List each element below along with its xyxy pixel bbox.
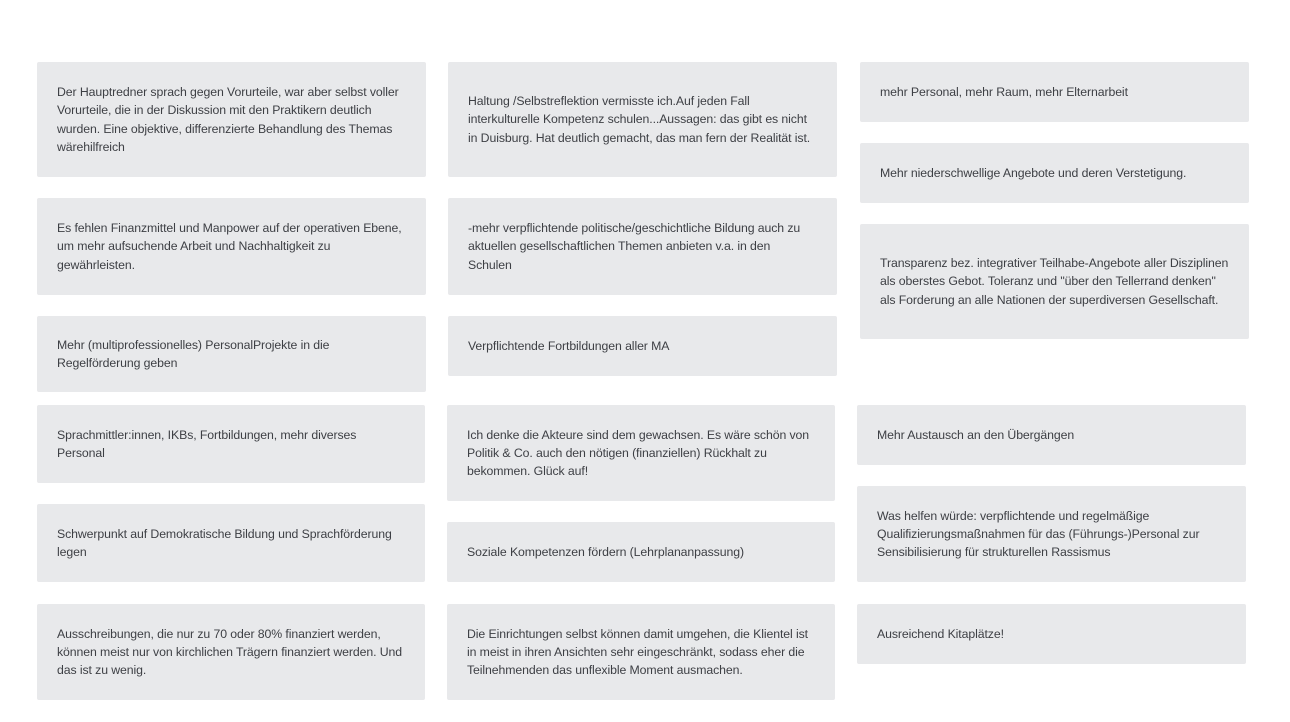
note-card[interactable] — [857, 486, 1246, 582]
note-text: Es fehlen Finanzmittel und Manpower auf der operativen Ebene, um mehr aufsuchende Arbeit und Nachhaltigkeit zu gewährleisten. — [57, 221, 402, 272]
note-text: Ich denke die Akteure sind dem gewachsen. Es wäre schön von Politik & Co. auch den nötigen (finanziellen) Rückhalt zu bekommen. Glück auf! — [467, 427, 810, 479]
note-text: mehr Personal, mehr Raum, mehr Elternarbeit — [880, 84, 1128, 99]
note-text: Der Hauptredner sprach gegen Vorurteile, war aber selbst voller Vorurteile, die in der Diskussion mit den Praktikern deutlich wurden. Eine objektive, differenzierte Behandlung des Themas wärehilfreich — [57, 84, 399, 154]
note-card[interactable] — [860, 62, 1249, 122]
note-text: Ausschreibungen, die nur zu 70 oder 80% finanziert werden, können meist nur von kirchlichen Trägern finanziert werden. Und das ist zu wenig. — [57, 626, 403, 678]
note-card[interactable] — [37, 316, 426, 392]
note-card[interactable] — [860, 224, 1249, 339]
note-card[interactable] — [37, 504, 425, 582]
note-card[interactable] — [447, 522, 835, 582]
note-text: Die Einrichtungen selbst können damit umgehen, die Klientel ist in meist in ihren Ansichten sehr eingeschränkt, sodass eher die Teilnehmenden das unflexible Moment ausmachen. — [467, 626, 808, 678]
note-text: Schwerpunkt auf Demokratische Bildung und Sprachförderung legen — [57, 526, 392, 559]
note-card[interactable] — [860, 143, 1249, 203]
note-text: Soziale Kompetenzen fördern (Lehrplananpassung) — [467, 544, 744, 559]
note-text: Sprachmittler:innen, IKBs, Fortbildungen, mehr diverses Personal — [57, 427, 357, 460]
note-card[interactable] — [37, 198, 426, 295]
note-text: Was helfen würde: verpflichtende und regelmäßige Qualifizierungsmaßnahmen für das (Führungs-)Personal zur Sensibilisierung für strukturellen Rassismus — [877, 508, 1200, 560]
note-text: Mehr niederschwellige Angebote und deren Verstetigung. — [880, 165, 1187, 180]
note-text: Verpflichtende Fortbildungen aller MA — [468, 338, 670, 353]
note-text: -mehr verpflichtende politische/geschichtliche Bildung auch zu aktuellen gesellschaftlichen Themen anbieten v.a. in den Schulen — [468, 221, 801, 272]
note-text: Mehr (multiprofessionelles) PersonalProjekte in die Regelförderung geben — [57, 337, 330, 370]
note-card[interactable] — [448, 198, 837, 295]
note-text: Mehr Austausch an den Übergängen — [877, 427, 1075, 442]
note-card[interactable] — [37, 405, 425, 483]
note-card[interactable] — [447, 405, 835, 501]
note-text: Transparenz bez. integrativer Teilhabe-Angebote aller Disziplinen als oberstes Gebot. Toleranz und "über den Tellerrand denken" als Forderung an alle Nationen der superdiversen Gesellschaft. — [880, 256, 1229, 307]
note-card[interactable] — [448, 316, 837, 376]
note-card[interactable] — [857, 604, 1246, 664]
note-text: Ausreichend Kitaplätze! — [877, 626, 1004, 641]
note-card[interactable] — [37, 604, 425, 700]
note-card[interactable] — [37, 62, 426, 177]
note-card[interactable] — [447, 604, 835, 700]
note-card[interactable] — [857, 405, 1246, 465]
note-text: Haltung /Selbstreflektion vermisste ich.Auf jeden Fall interkulturelle Kompetenz schulen...Aussagen: das gibt es nicht in Duisburg. Hat deutlich gemacht, das man fern der Realität ist. — [468, 94, 811, 145]
note-card[interactable] — [448, 62, 837, 177]
